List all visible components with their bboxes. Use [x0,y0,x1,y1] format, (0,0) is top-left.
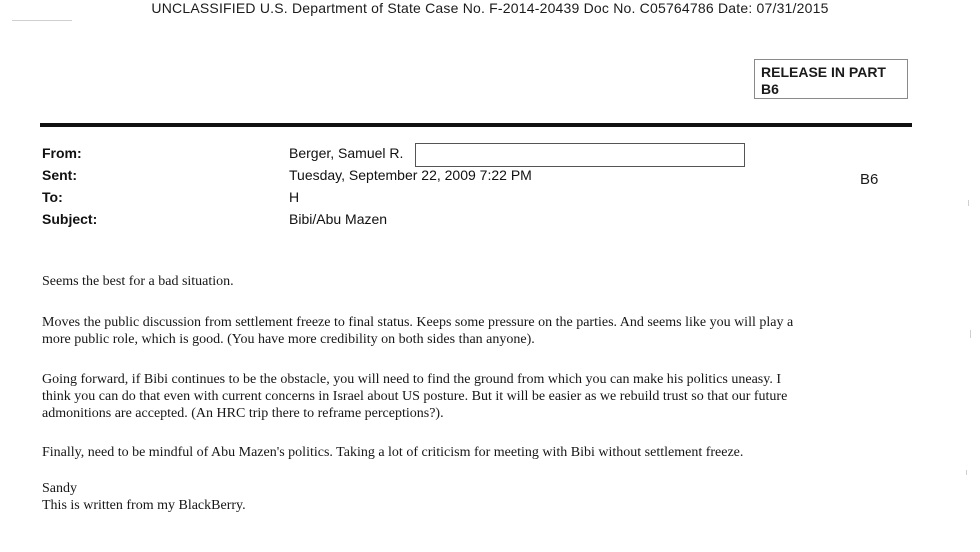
body-line: Seems the best for a bad situation. [42,274,234,289]
from-label: From: [42,145,82,161]
sent-label: Sent: [42,167,77,183]
body-line: think you can do that even with current concerns in Israel about US posture. But it will be easier as we rebuild trust so that our future [42,389,788,404]
scan-artifact [968,200,969,206]
body-line: more public role, which is good. (You have more credibility on both sides than anyone). [42,332,535,347]
body-paragraph [42,314,922,348]
body-line: Finally, need to be mindful of Abu Mazen's politics. Taking a lot of criticism for meeting with Bibi without settlement freeze. [42,445,744,460]
email-footer: This is written from my BlackBerry. [42,498,246,513]
to-label: To: [42,189,63,205]
body-paragraph [42,273,922,290]
signature: Sandy [42,481,77,496]
scan-artifact [12,20,72,21]
exemption-code: B6 [860,171,879,188]
document-classification-header: UNCLASSIFIED U.S. Department of State Case No. F-2014-20439 Doc No. C05764786 Date: 07/31/2015 [151,0,829,16]
release-stamp-line1: RELEASE IN PART [761,64,886,80]
body-line: admonitions are accepted. (An HRC trip there to reframe perceptions?). [42,406,444,421]
scan-artifact [966,470,967,475]
body-paragraph [42,444,922,461]
release-stamp-line2: B6 [761,81,779,97]
sent-value: Tuesday, September 22, 2009 7:22 PM [289,167,532,183]
scan-artifact [970,330,971,338]
header-divider [40,123,912,127]
to-value: H [289,189,300,205]
body-line: Moves the public discussion from settlement freeze to final status. Keeps some pressure on the parties. And seems like you will play a [42,315,794,330]
from-value: Berger, Samuel R. [289,145,404,161]
subject-label: Subject: [42,211,98,227]
redacted-email-box [415,143,745,167]
body-paragraph [42,371,922,422]
release-stamp [754,59,908,99]
body-line: Going forward, if Bibi continues to be the obstacle, you will need to find the ground from which you can make his politics uneasy. I [42,372,781,387]
subject-value: Bibi/Abu Mazen [289,211,388,227]
